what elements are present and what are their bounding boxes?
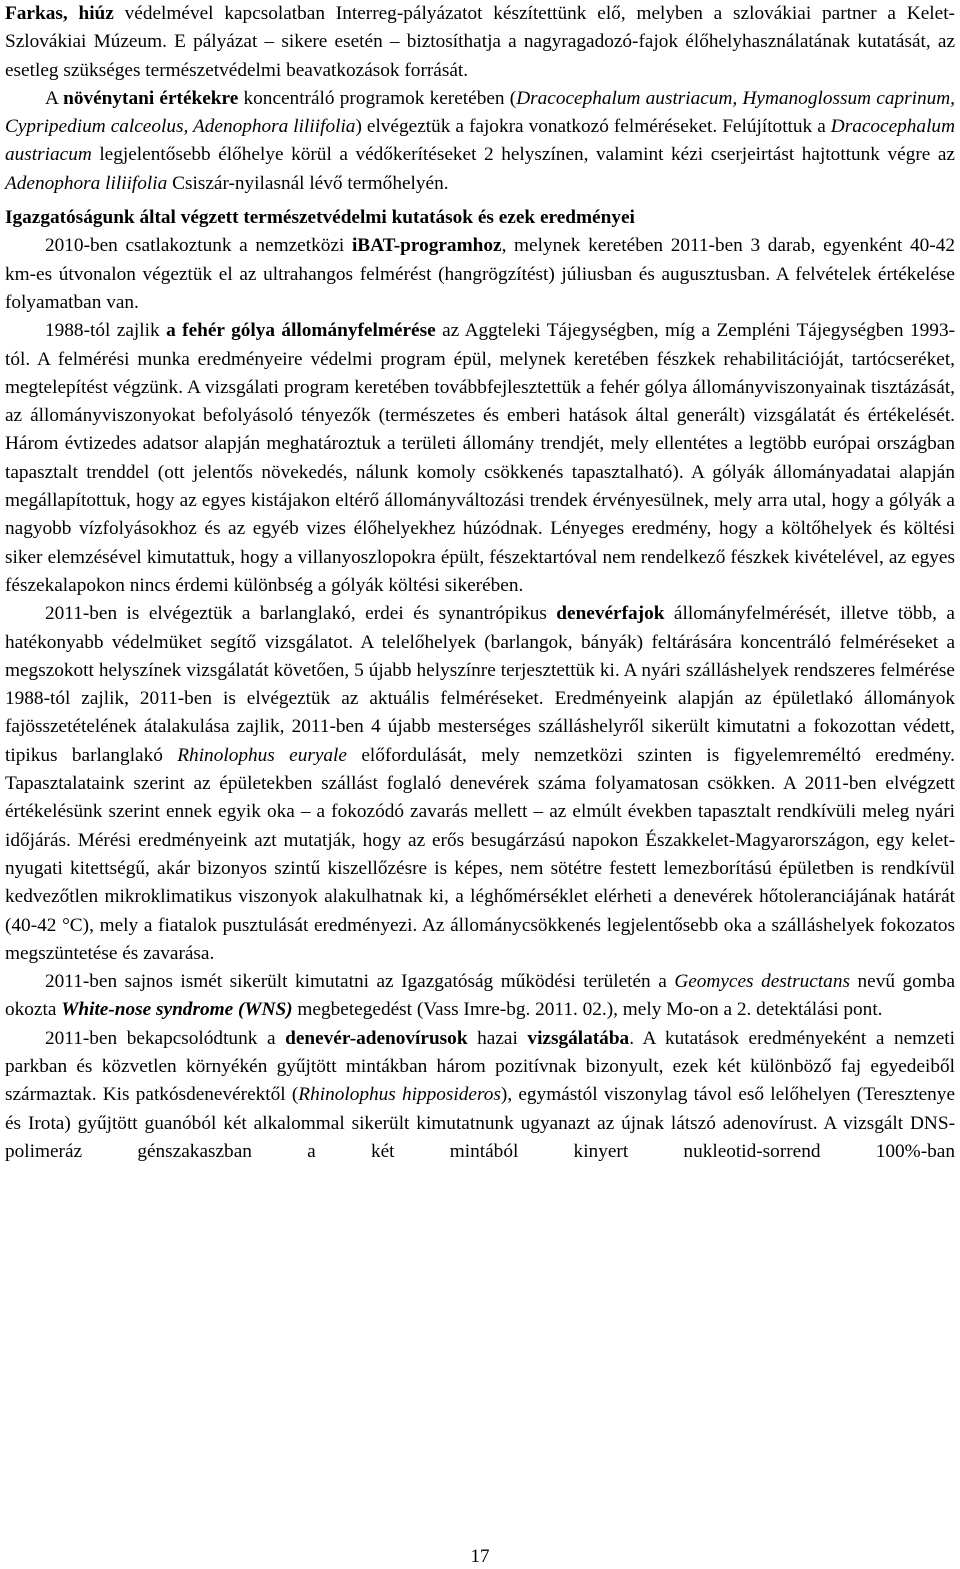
- text-run: ), egymástól viszonylag távol eső lelőhelyen (Teresztenye és Irota) gyűjtött guanóból két alkalommal sikerült kimutatnunk ugyanazt az újnak látszó adenovírust. A vizsgált DNS-polimeráz génszakaszban a két mintából kinyert nukleotid-sorrend 100%-ban: [5, 1084, 955, 1162]
- text-run: Dracocephalum austriacum, Hymanoglossum caprinum, Cypripedium calceolus, Adenophora liliifolia: [5, 87, 955, 138]
- text-run: Dracocephalum austriacum: [5, 116, 955, 166]
- paragraph-p6: [5, 968, 955, 1025]
- text-run: , melynek keretében 2011-ben 3 darab, egyenként 40-42 km-es útvonalon végeztük el az ultrahangos felmérést (hangrögzítést) júliusban és augusztusban. A felvételek értékelése folyamatban van.: [5, 235, 955, 313]
- paragraph-p1: [5, 0, 955, 85]
- text-run: 2011-ben is elvégeztük a barlanglakó, erdei és synantrópikus: [45, 603, 557, 625]
- text-run: 1988-tól zajlik: [45, 320, 167, 342]
- document-page: [5, 0, 955, 1166]
- paragraph-p3: [5, 232, 955, 317]
- text-run: 2010-ben csatlakoztunk a nemzetközi: [45, 235, 352, 257]
- text-run: védelmével kapcsolatban Interreg-pályázatot készítettünk elő, melyben a szlovákiai partner a Kelet-Szlovákiai Múzeum. E pályázat – sikere esetén – biztosíthatja a nagyragadozó-fajok élőhelyhasználatának kutatását, az esetleg szükséges természetvédelmi beavatkozások forrását.: [5, 3, 955, 81]
- text-run: hazai: [467, 1027, 528, 1049]
- body-text: [5, 0, 955, 1166]
- text-run: Igazgatóságunk által végzett természetvédelmi kutatások és ezek eredményei: [5, 207, 635, 229]
- text-run: denevérfajok: [556, 603, 665, 625]
- text-run: 2011-ben bekapcsolódtunk a: [45, 1027, 286, 1049]
- text-run: ) elvégeztük a fajokra vonatkozó felméréseket. Felújítottuk a: [355, 116, 831, 138]
- text-run: koncentráló programok keretében (: [238, 87, 517, 109]
- text-run: 2011-ben sajnos ismét sikerült kimutatni az Igazgatóság működési területén a: [45, 971, 675, 993]
- text-run: A: [45, 87, 64, 109]
- text-run: növénytani értékekre: [63, 87, 239, 109]
- text-run: a fehér gólya állományfelmérése: [166, 320, 436, 342]
- paragraph-p4: [5, 317, 955, 600]
- text-run: állományfelmérését, illetve több, a hatékonyabb védelmüket segítő vizsgálatot. A telelőhelyek (barlangok, bányák) feltárására koncentráló felméréseket a megszokott helyszínek vizsgálatát követően, 5 újabb helyszínre terjesztettük ki. A nyári szálláshelyek rendszeres felmérése 1988-tól zajlik, 2011-ben is elvégeztük az aktuális felméréseket. Eredményeink alapján az épületlakó állományok fajösszetételének átalakulása zajlik, 2011-ben 4 újabb mesterséges szálláshelyről sikerült kimutatni a fokozottan védett, tipikus barlanglakó: [5, 603, 955, 766]
- text-run: Adenophora liliifolia: [5, 172, 168, 194]
- section-heading: [5, 204, 955, 232]
- text-run: megbetegedést (Vass Imre-bg. 2011. 02.), mely Mo-on a 2. detektálási pont.: [292, 999, 883, 1021]
- text-run: White-nose syndrome (WNS): [61, 999, 293, 1021]
- paragraph-p7: [5, 1025, 955, 1166]
- text-run: legjelentősebb élőhelye körül a védőkerítéseket 2 helyszínen, valamint kézi cserjeirtást hajtottunk végre az: [91, 144, 955, 166]
- paragraph-p2: [5, 85, 955, 198]
- page-number: 17: [470, 1546, 490, 1567]
- paragraph-p5: [5, 600, 955, 968]
- text-run: vizsgálatába: [527, 1027, 630, 1049]
- text-run: iBAT-programhoz: [351, 235, 502, 257]
- text-run: az Aggteleki Tájegységben, míg a Zempléni Tájegységben 1993-tól. A felmérési munka eredményeire védelmi program épül, melynek keretében fészkek rehabilitációját, tartócseréket, megtelepítést végzünk. A vizsgálati program keretében továbbfejlesztettük a fehér gólya állományviszonyainak tisztázását, az állományviszonyokat befolyásoló tényezők (természetes és emberi hatások által generált) vizsgálatát és értékelését. Három évtizedes adatsor alapján meghatároztuk a területi állomány trendjét, mely ellentétes a legtöbb európai országban tapasztalt trenddel (ott jelentős növekedés, nálunk komoly csökkenés tapasztalható). A gólyák állományadatai alapján megállapítottuk, hogy az egyes kistájakon eltérő állományváltozási trendek érvényesülnek, mely arra utal, hogy a gólyák a nagyobb vízfolyásokhoz és az egyéb vizes élőhelyekhez húzódnak. Lényeges eredmény, hogy a költőhelyek és költési siker elemzésével kimutattuk, hogy a villanyoszlopokra épült, fészektartóval nem rendelkező fészkek kivételével, az egyes fészekalapokon nincs érdemi különbség a gólyák költési sikerében.: [5, 320, 955, 596]
- text-run: Rhinolophus euryale: [177, 744, 347, 766]
- text-run: Csiszár-nyilasnál lévő termőhelyén.: [167, 172, 449, 194]
- text-run: denevér-adenovírusok: [285, 1027, 468, 1049]
- text-run: nevű gomba okozta: [5, 971, 956, 1021]
- text-run: Rhinolophus hipposideros: [298, 1084, 501, 1106]
- text-run: Farkas, hiúz: [5, 3, 114, 24]
- text-run: Geomyces destructans: [674, 971, 850, 993]
- text-run: előfordulását, mely nemzetközi szinten is figyelemreméltó eredmény. Tapasztalataink szerint az épületekben szállást foglaló denevérek száma folyamatosan csökken. A 2011-ben elvégzett értékelésünk szerint ennek egyik oka – a fokozódó zavarás mellett – az elmúlt években tapasztalt rendkívüli meleg nyári időjárás. Mérési eredményeink azt mutatják, hogy az erős besugárzású napokon Északkelet-Magyarországon, egy kelet-nyugati kitettségű, akár bizonyos szintű kiszellőzésre is képes, nem sötétre festett lemezborítású épületben is rendkívül kedvezőtlen mikroklimatikus viszonyok alakulhatnak ki, a léghőmérséklet elérheti a denevérek hőtoleranciájának határát (40-42 °C), mely a fiatalok pusztulását eredményezi. Az állománycsökkenés legjelentősebb oka a szálláshelyek fokozatos megszüntetése és zavarása.: [5, 744, 956, 964]
- text-run: . A kutatások eredményeként a nemzeti parkban és közvetlen környékén gyűjtött mintákban három pozitívnak bizonyult, ezek két különböző faj egyedeiből származtak. Kis patkósdenevérektől (: [5, 1027, 955, 1106]
